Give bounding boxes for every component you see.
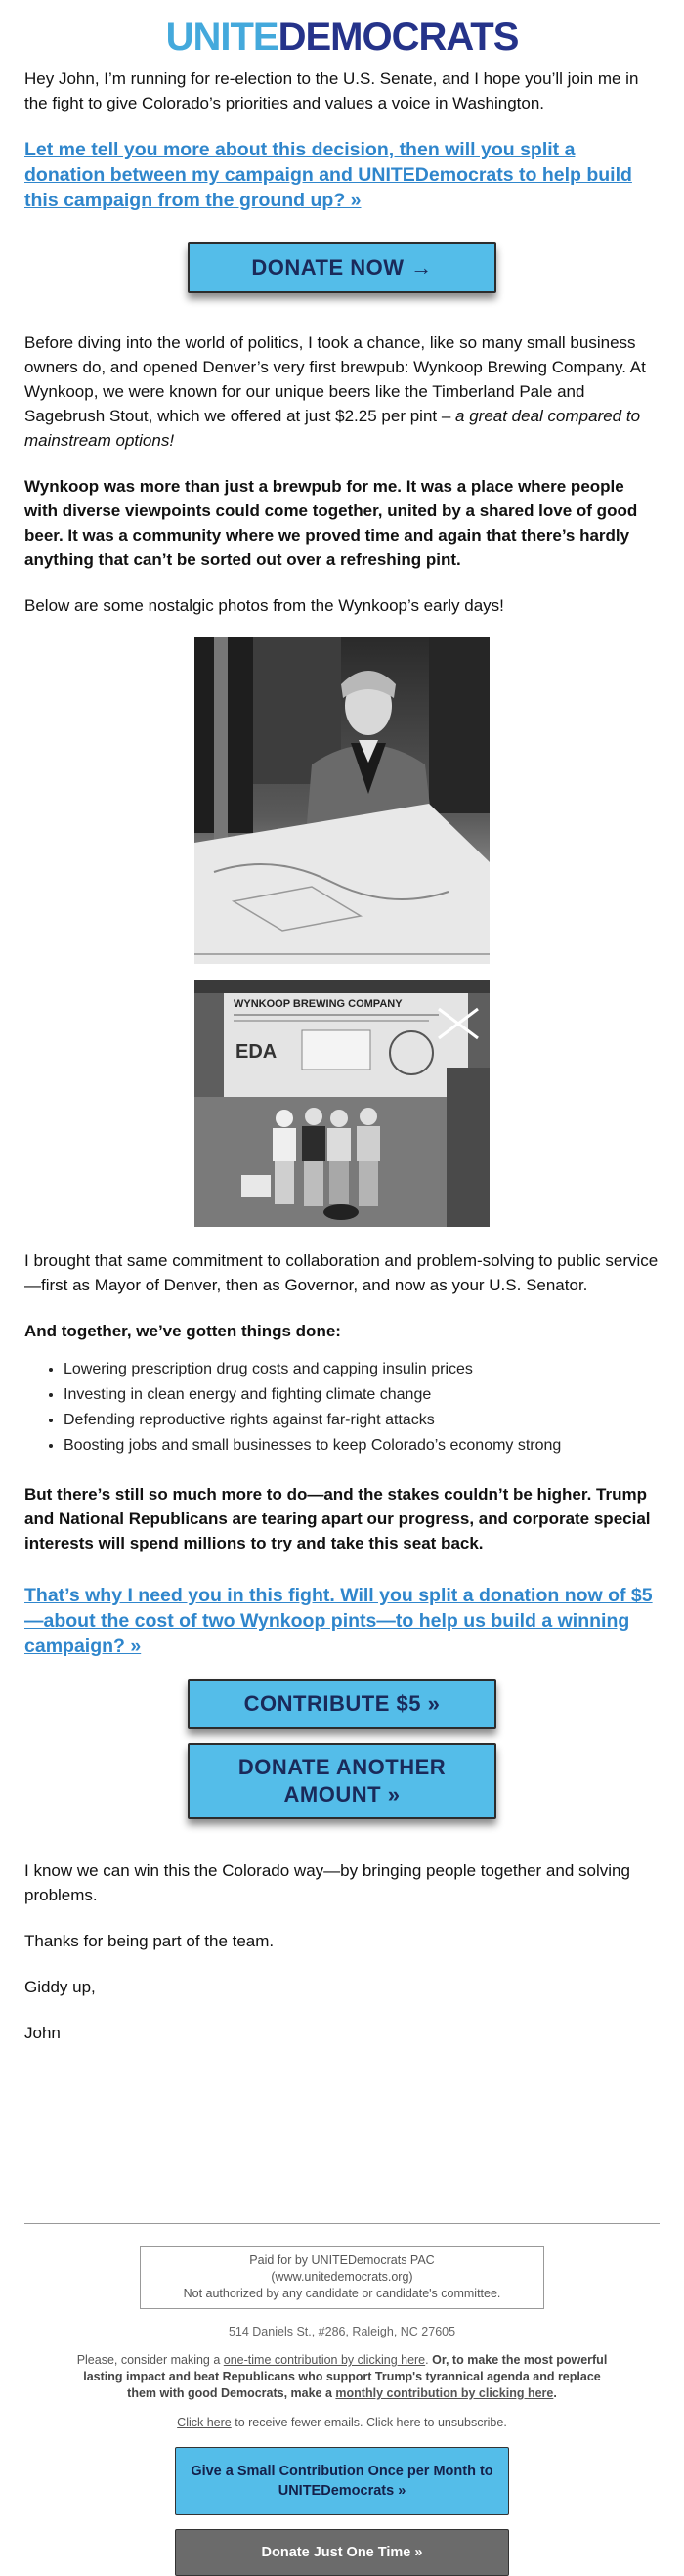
sign-eda: EDA bbox=[235, 1041, 278, 1063]
thanks-paragraph: Thanks for being part of the team. bbox=[24, 1932, 275, 1950]
paid-line-3: Not authorized by any candidate or candidate's committee. bbox=[183, 2287, 501, 2300]
fewer-emails-link[interactable]: Click here bbox=[177, 2416, 232, 2429]
list-item: • Lowering prescription drug costs and capping insulin prices bbox=[64, 1357, 660, 1382]
donate-another-amount-button[interactable] bbox=[188, 1743, 496, 1819]
wynkoop-photo-sign bbox=[194, 980, 490, 1227]
unitedemocrats-logo[interactable] bbox=[24, 0, 660, 66]
photos-intro: Below are some nostalgic photos from the Wynkoop’s early days! bbox=[24, 596, 504, 615]
donate-now-button[interactable]: DONATE NOW → bbox=[188, 242, 496, 293]
contribute-5-button[interactable]: CONTRIBUTE $5 » bbox=[188, 1679, 496, 1729]
email-preferences bbox=[0, 2416, 684, 2429]
brewpub-paragraph bbox=[24, 330, 660, 453]
signature: John bbox=[24, 2024, 61, 2042]
split-donation-link[interactable]: Let me tell you more about this decision, then will you split a donation between my campaign and UNITEDemocrats to help build this campaign from the ground up? » bbox=[24, 139, 632, 211]
footer-fine-print bbox=[68, 2352, 616, 2402]
fine-text-b: . bbox=[425, 2353, 433, 2367]
fine-bold-body: Or, to make the most powerful lasting impact and beat Republicans who support Trump's tyrannical agenda and replace them with good Democrats, make a bbox=[83, 2353, 608, 2400]
fewer-emails-text: to receive fewer emails. Click here to unsubscribe. bbox=[231, 2416, 507, 2429]
accomplishments-list bbox=[64, 1357, 660, 1459]
wynkoop-photo-drafting bbox=[194, 637, 490, 964]
colorado-way-paragraph: I know we can win this the Colorado way—by bringing people together and solving problems. bbox=[24, 1861, 630, 1904]
list-item: • Investing in clean energy and fighting climate change bbox=[64, 1382, 660, 1408]
sign-title: WYNKOOP BREWING COMPANY bbox=[234, 998, 403, 1010]
fine-text-a: Please, consider making a bbox=[76, 2353, 224, 2367]
brewpub-italic: a great deal compared to mainstream options! bbox=[24, 407, 641, 450]
gotten-done-heading: And together, we’ve gotten things done: bbox=[24, 1322, 341, 1340]
photo-sign-illustration bbox=[194, 980, 490, 1227]
photo-drafting-illustration bbox=[194, 637, 490, 964]
logo-unite: UNITE bbox=[165, 16, 278, 59]
list-item: • Boosting jobs and small businesses to keep Colorado’s economy strong bbox=[64, 1433, 660, 1459]
donate-another-line2: AMOUNT » bbox=[283, 1782, 401, 1807]
intro-paragraph: Hey John, I’m running for re-election to the U.S. Senate, and I hope you’ll join me in the fight to give Colorado’s priorities and values a voice in Washington. bbox=[24, 69, 639, 112]
paid-for-box bbox=[140, 2246, 544, 2309]
brewpub-text: Before diving into the world of politics, I took a chance, like so many small business owners do, and opened Denver’s very first brewpub: Wynkoop Brewing Company. At Wynkoop, we were known for our unique beers like the Timberland Pale and Sagebrush Stout, which we offered at just $2.25 per pint – bbox=[24, 333, 646, 425]
fine-end: . bbox=[553, 2386, 557, 2400]
stakes-paragraph: But there’s still so much more to do—and the stakes couldn’t be higher. Trump and National Republicans are tearing apart our progress, and corporate special interests will spend millions to try and take this seat back. bbox=[24, 1485, 651, 1552]
mailing-address: 514 Daniels St., #286, Raleigh, NC 27605 bbox=[228, 2325, 456, 2338]
one-time-contribution-link[interactable]: one-time contribution by clicking here bbox=[223, 2353, 426, 2367]
donate-another-line1: DONATE ANOTHER bbox=[237, 1755, 447, 1779]
footer-divider bbox=[24, 2223, 660, 2224]
community-paragraph: Wynkoop was more than just a brewpub for me. It was a place where people with diverse viewpoints could come together, united by a shared love of good beer. It was a community where we proved time and again that there’s hardly anything that can’t be sorted out over a refreshing pint. bbox=[24, 477, 638, 569]
one-time-donation-button[interactable]: Donate Just One Time » bbox=[175, 2529, 509, 2576]
public-service-paragraph: I brought that same commitment to collaboration and problem-solving to public service—first as Mayor of Denver, then as Governor, and now as your U.S. Senator. bbox=[24, 1251, 659, 1294]
paid-line-1: Paid for by UNITEDemocrats PAC bbox=[249, 2253, 435, 2267]
paid-line-2: (www.unitedemocrats.org) bbox=[271, 2270, 413, 2284]
logo-democrats: DEMOCRATS bbox=[278, 16, 519, 59]
list-item: • Defending reproductive rights against far-right attacks bbox=[64, 1408, 660, 1433]
monthly-contribution-button[interactable]: Give a Small Contribution Once per Month to UNITEDemocrats » bbox=[175, 2447, 509, 2515]
giddy-up: Giddy up, bbox=[24, 1978, 96, 1996]
five-dollar-link[interactable]: That’s why I need you in this fight. Will you split a donation now of $5—about the cost of two Wynkoop pints—to help us build a winning campaign? » bbox=[24, 1585, 653, 1657]
monthly-contribution-link[interactable]: monthly contribution by clicking here bbox=[335, 2386, 554, 2400]
